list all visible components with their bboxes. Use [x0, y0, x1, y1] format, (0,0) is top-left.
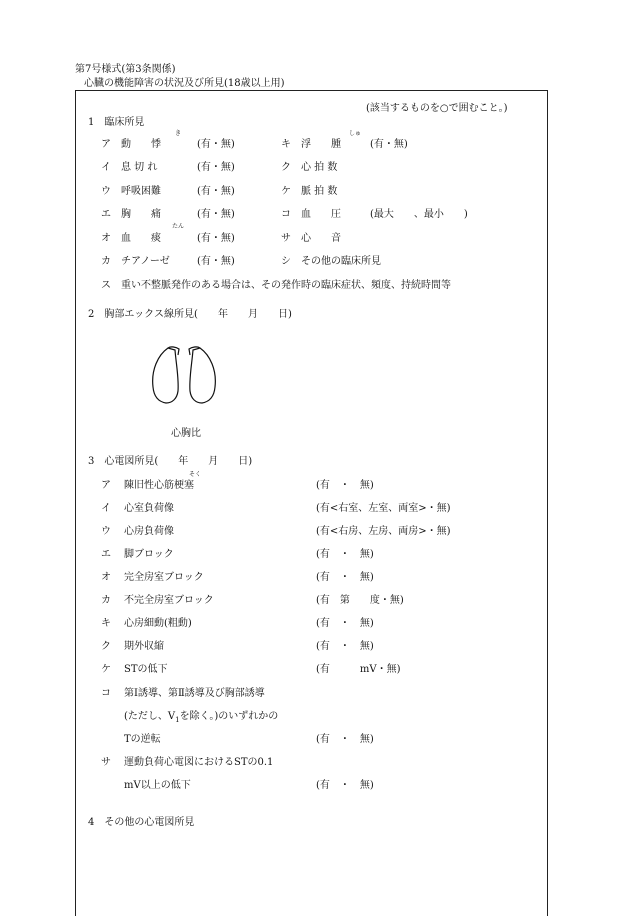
option-yes-no[interactable]: (有・無)	[197, 256, 235, 267]
option-yes-no[interactable]: (有・無)	[197, 186, 235, 197]
option-ventricular-load[interactable]: (有<右室、左室、両室>・無)	[316, 503, 451, 514]
option-yes-no[interactable]: (有・無)	[197, 233, 235, 244]
other-ecg-findings-field[interactable]	[88, 835, 538, 905]
section-2-title: 2 胸部エックス線所見( 年 月 日)	[88, 309, 292, 320]
option-yes-no[interactable]: (有・無)	[197, 162, 235, 173]
form-subtitle: 心臓の機能障害の状況及び所見(18歳以上用)	[84, 78, 285, 89]
option-yes-no[interactable]: (有 ・ 無)	[316, 780, 374, 791]
instruction: (該当するものを○で囲むこと。)	[366, 103, 508, 114]
option-yes-no[interactable]: (有・無)	[197, 139, 235, 150]
option-st-depression[interactable]: (有 mV・無)	[316, 664, 401, 675]
chest-xray-diagram	[148, 343, 220, 405]
section-1-title: 1 臨床所見	[88, 117, 145, 128]
blood-pressure-field[interactable]: (最大 、最小 )	[370, 209, 468, 220]
option-yes-no[interactable]: (有 ・ 無)	[316, 549, 374, 560]
option-yes-no[interactable]: (有・無)	[197, 209, 235, 220]
section-3-title: 3 心電図所見( 年 月 日)	[88, 456, 253, 467]
form-number: 第7号様式(第3条関係)	[75, 64, 176, 75]
cardiothoracic-ratio-label: 心胸比	[171, 428, 201, 439]
option-yes-no[interactable]: (有 ・ 無)	[316, 734, 374, 745]
option-yes-no[interactable]: (有 ・ 無)	[316, 480, 374, 491]
option-yes-no[interactable]: (有 ・ 無)	[316, 641, 374, 652]
section-4-title: 4 その他の心電図所見	[88, 817, 195, 828]
option-yes-no[interactable]: (有 ・ 無)	[316, 618, 374, 629]
option-degree[interactable]: (有 第 度・無)	[316, 595, 404, 606]
option-atrial-load[interactable]: (有<右房、左房、両房>・無)	[316, 526, 451, 537]
option-yes-no[interactable]: (有 ・ 無)	[316, 572, 374, 583]
option-yes-no[interactable]: (有・無)	[370, 139, 408, 150]
